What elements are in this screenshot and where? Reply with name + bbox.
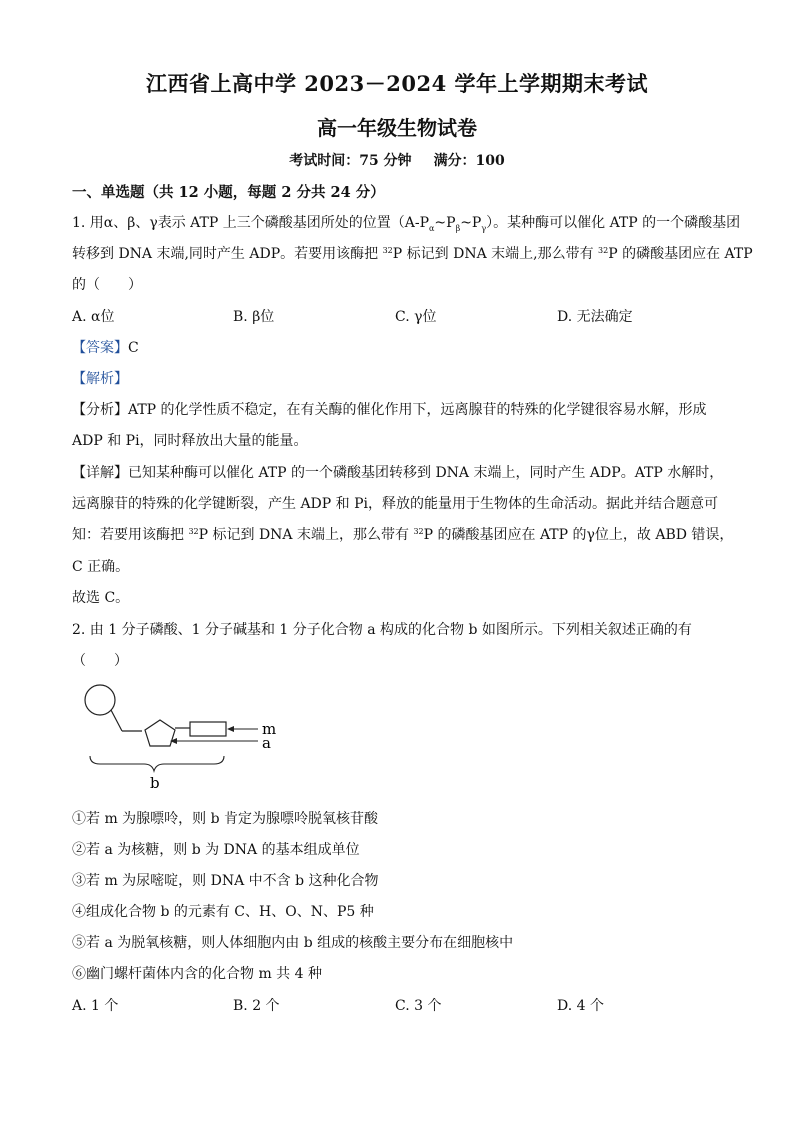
q1-option-a: A. α位 [72,309,115,325]
phosphate-circle [85,685,115,715]
q1-fenxi-line-1: 【分析】ATP 的化学性质不稳定，在有关酶的催化作用下，远离腺苷的特殊的化学键很容易水解，形成 [72,402,707,418]
exam-title: 江西省上高中学 2023－2024 学年上学期期末考试 [145,71,648,96]
q1-analysis-tag: 【解析】 [72,371,128,387]
q1-xiangjie-line-4: C 正确。 [72,559,130,575]
q1-stem-line-3: 的（ ） [72,277,142,293]
fenxi-tag: 【分析】 [72,402,128,418]
q2-option-d: D. 4 个 [557,998,604,1014]
arrow-m-head [227,726,234,732]
q1-xiangjie-line-1: 【详解】已知某种酶可以催化 ATP 的一个磷酸基团转移到 DNA 末端上，同时产生 ADP。ATP 水解时， [72,465,724,481]
xiangjie-tag: 【详解】 [72,465,128,481]
q1-stem-line-1: 1. 用α、β、γ表示 ATP 上三个磷酸基团所处的位置$(A-P_\alpha\sim P_\beta\sim P_\gamma)$。某种酶可以催化 ATP 的一个磷酸基团 [72,215,741,233]
exam-subtitle: 高一年级生物试卷 [317,116,477,140]
q2-statement-4: ④组成化合物 b 的元素有 C、H、O、N、P5 种 [72,904,374,920]
pentose-pentagon [145,720,175,746]
brace [90,756,224,771]
q1-conclusion: 故选 C。 [72,590,130,606]
q2-statement-6: ⑥幽门螺杆菌体内含的化合物 m 共 4 种 [72,966,322,982]
q2-statement-5: ⑤若 a 为脱氧核糖，则人体细胞内由 b 组成的核酸主要分布在细胞核中 [72,935,514,951]
q2-option-a: A. 1 个 [72,998,119,1014]
q2-stem-line-1: 2. 由 1 分子磷酸、1 分子碱基和 1 分子化合物 a 构成的化合物 b 如图所示。下列相关叙述正确的有 [72,622,692,638]
q2-statement-3: ③若 m 为尿嘧啶，则 DNA 中不含 b 这种化合物 [72,873,379,889]
label-m: m [262,720,277,738]
nucleotide-diagram [78,678,298,794]
exam-time: 考试时间：75 分钟 [289,153,412,169]
answer-value: C [128,340,139,356]
q2-stem-line-2: （ ） [72,653,128,669]
q1-xiangjie-line-2: 远离腺苷的特殊的化学键断裂，产生 ADP 和 Pi，释放的能量用于生物体的生命活动。据此并结合题意可 [72,496,719,512]
q1-option-c: C. γ位 [395,309,437,325]
base-rectangle [190,722,226,736]
q2-option-c: C. 3 个 [395,998,442,1014]
q1-xiangjie-line-3: 知：若要用该酶把 $^{32}$P 标记到 DNA 末端上，那么带有 $^{32}$P 的磷酸基团应在 ATP 的γ位上，故 ABD 错误， [72,527,734,543]
q1-option-b: B. β位 [233,309,275,325]
q2-option-b: B. 2 个 [233,998,280,1014]
q1-answer [72,337,139,357]
exam-score: 满分：100 [433,153,505,169]
answer-tag: 【答案】 [72,340,128,356]
q1-option-d: D. 无法确定 [557,309,633,325]
q1-fenxi-line-2: ADP 和 Pi，同时释放出大量的能量。 [72,433,308,449]
section-heading: 一、单选题（共 12 小题，每题 2 分共 24 分） [72,184,385,201]
q2-statement-2: ②若 a 为核糖，则 b 为 DNA 的基本组成单位 [72,842,360,858]
label-a: a [262,734,271,752]
exam-meta [0,150,794,170]
q1-stem-line-2: 转移到 DNA 末端,同时产生 ADP。若要用该酶把 $^{32}$P 标记到 DNA 末端上,那么带有 $^{32}$P 的磷酸基团应在 ATP [72,246,753,262]
bond-line [111,710,122,731]
q2-statement-1: ①若 m 为腺嘌呤，则 b 肯定为腺嘌呤脱氧核苷酸 [72,811,379,827]
label-b: b [150,774,160,792]
